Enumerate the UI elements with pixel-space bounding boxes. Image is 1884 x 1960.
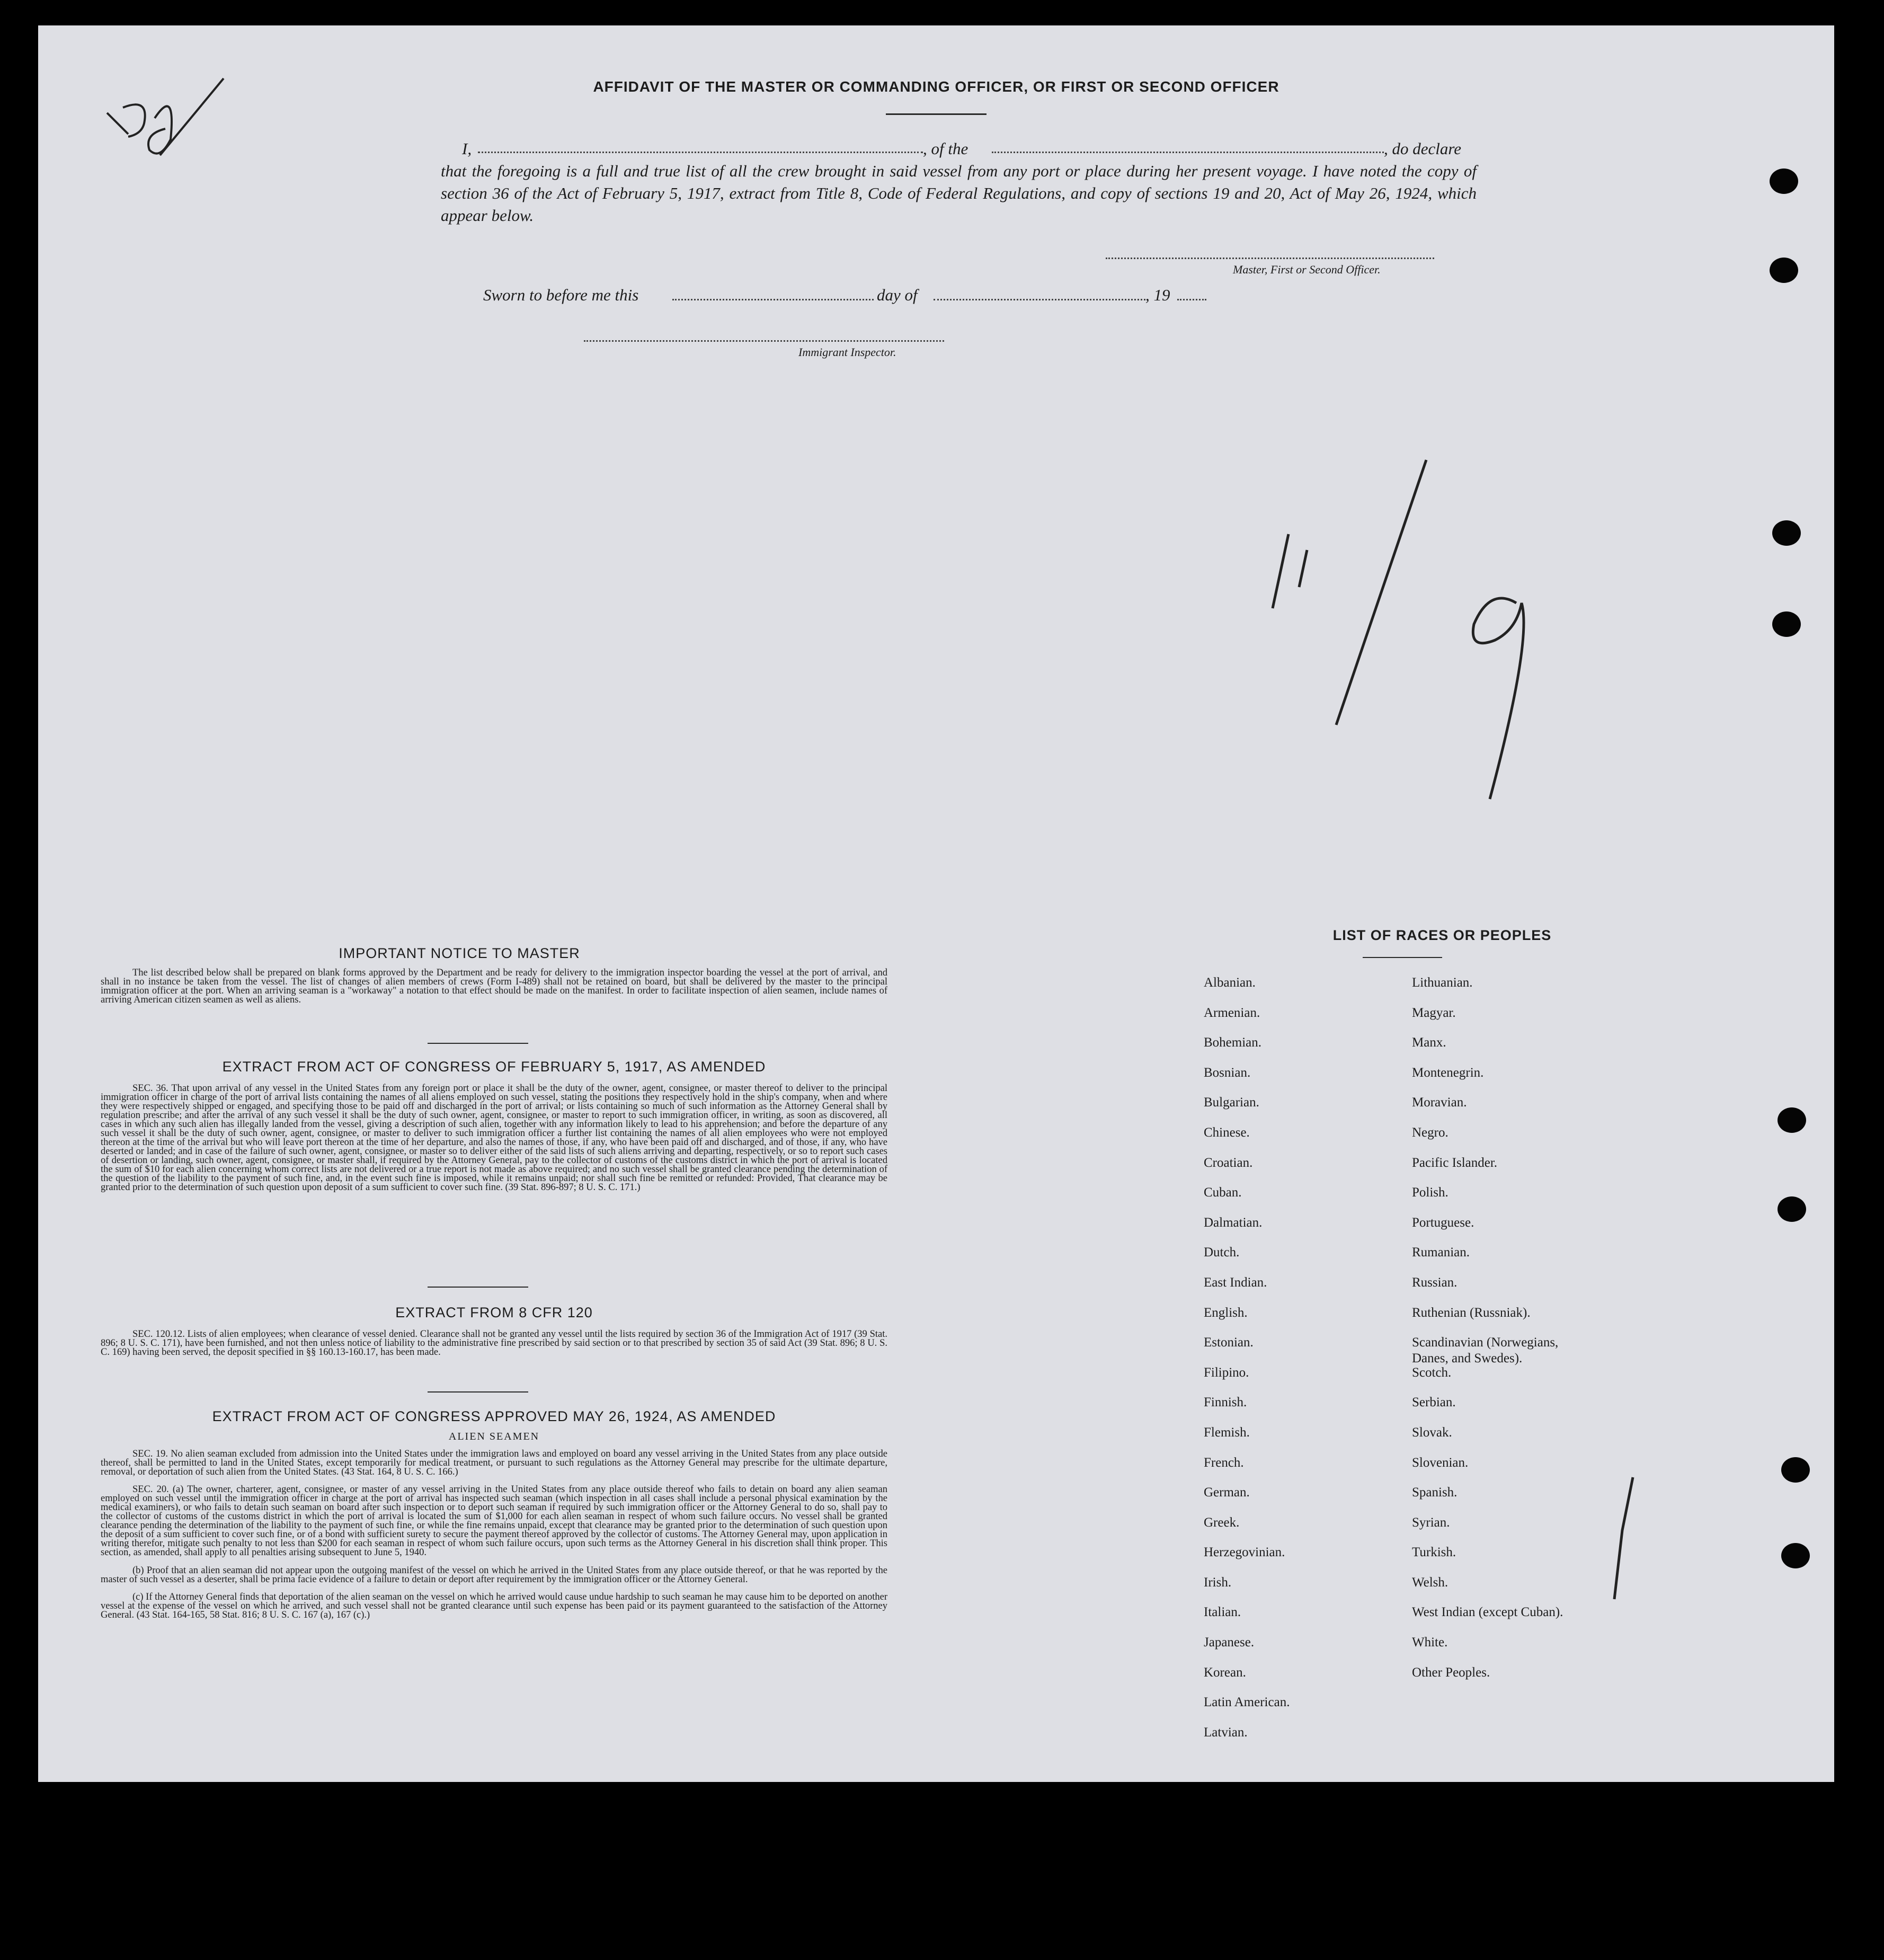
extract-1924-sec20b: (b) Proof that an alien seaman did not appear upon the outgoing manifest of the vessel on which he arrived in the United States from any place outside thereof, or that he was reported by the master of such vessel as a deserter, shall be prima facie evidence of a failure to detain or deport after requirement by the immigration officer or the Attorney General. (101, 1565, 887, 1585)
sworn-day-field[interactable] (672, 299, 874, 300)
binder-hole (1772, 611, 1801, 637)
extract-1924-sec19: SEC. 19. No alien seaman excluded from admission into the United States under the immigration laws and employed on board any vessel arriving in the United States from any place outside thereof, shall be permitted to land in the United States, except temporarily for medical treatment, or pursuant to such regulations as the Attorney General may prescribe for the ultimate departure, removal, or deportation of such alien from the United States. (43 Stat. 164, 8 U. S. C. 166.) (101, 1449, 887, 1477)
race-item: Latvian. (1204, 1725, 1248, 1740)
affidavit-title: AFFIDAVIT OF THE MASTER OR COMMANDING OFFICER, OR FIRST OR SECOND OFFICER (593, 78, 1279, 95)
binder-hole (1778, 1196, 1806, 1222)
race-item: Syrian. (1412, 1515, 1450, 1530)
race-item: English. (1204, 1305, 1248, 1320)
binder-hole (1778, 1107, 1806, 1133)
race-item: Scotch. (1412, 1365, 1452, 1380)
race-item: Ruthenian (Russniak). (1412, 1305, 1531, 1320)
race-item: Negro. (1412, 1125, 1448, 1140)
race-item: Other Peoples. (1412, 1665, 1490, 1680)
binder-hole (1770, 258, 1798, 283)
race-item: Bohemian. (1204, 1035, 1262, 1050)
extract-cfr-title: EXTRACT FROM 8 CFR 120 (395, 1305, 593, 1320)
races-column-1 (1204, 975, 1405, 1754)
race-item: East Indian. (1204, 1275, 1267, 1290)
notice-text: The list described below shall be prepared on blank forms approved by the Department and be ready for delivery to the immigration inspector boarding the vessel at the port of arrival, and shall in no instance be taken from the vessel. The list of changes of alien members of crews (Form I-489) shall not be retained on board, but shall be delivered by the master to the principal immigration officer at the port. When an arriving seaman is a "workaway" a notation to that effect should be made on the manifest. In order to facilitate inspection of alien seamen, include names of arriving American citizen seamen as well as aliens. (101, 968, 887, 1005)
race-item: Welsh. (1412, 1575, 1448, 1590)
race-item: Bulgarian. (1204, 1095, 1259, 1110)
races-column-2 (1412, 975, 1709, 1695)
extract-1917-text: SEC. 36. That upon arrival of any vessel in the United States from any foreign port or place it shall be the duty of the owner, agent, consignee, or master thereof to deliver to the principal immigration officer in charge of the port of arrival lists containing the names of all aliens employed on such vessel, stating the positions they respectively hold in the ship's company, when and where they were respectively shipped or engaged, and specifying those to be paid off and discharged in the port of arrival; or lists containing so much of such information as the Attorney General shall by regulation prescribe; and after the arrival of any such vessel it shall be the duty of such owner, agent, consignee, or master to report to such immigration officer, in writing, as soon as discovered, all cases in which any such alien has illegally landed from the vessel, giving a description of such alien, together with any information likely to lead to his apprehension; and before the departure of any such vessel it shall be the duty of such owner, agent, consignee, or master to deliver to such immigration officer a further list containing the names of all alien employees who were not employed thereon at the time of the arrival but who will leave port thereon at the time of her departure, and also the names of those, if any, who have been paid off and discharged, and of those, if any, who have deserted or landed; and in case of the failure of such owner, agent, consignee, or master so to deliver either of the said lists of such aliens arriving and departing, respectively, or so to report such cases of desertion or landing, such owner, agent, consignee, or master shall, if required by the Attorney General, pay to the collector of customs of the customs district in which the port of arrival is located the sum of $10 for each alien concerning whom correct lists are not delivered or a true report is not made as above required; and no such vessel shall be granted clearance pending the determination of the question of the liability to the payment of such fine, and, in the event such fine is imposed, while it remains unpaid; nor shall such fine be remitted or refunded: Provided, That clearance may be granted prior to the determination of such question upon deposit of a sum sufficient to cover such fine. (39 Stat. 896-897; 8 U. S. C. 171.) (101, 1083, 887, 1193)
extract-1924-sec20c: (c) If the Attorney General finds that deportation of the alien seaman on the vessel on which he arrived would cause undue hardship to such seaman he may cause him to be deported on another vessel at the expense of the vessel on which he arrived, and such vessel shall not be granted clearance until such expense has been paid or its payment guaranteed to the satisfaction of the Attorney General. (43 Stat. 164-165, 58 Stat. 816; 8 U. S. C. 167 (a), 167 (c).) (101, 1592, 887, 1620)
race-item: Serbian. (1412, 1395, 1456, 1410)
race-item: Montenegrin. (1412, 1065, 1484, 1080)
race-item: Chinese. (1204, 1125, 1250, 1140)
race-item: Turkish. (1412, 1545, 1456, 1560)
affidavit-line1-i: I, (462, 139, 472, 158)
race-item: Slovak. (1412, 1425, 1452, 1440)
extract-1924-subtitle: ALIEN SEAMEN (448, 1431, 540, 1442)
race-item: Croatian. (1204, 1155, 1253, 1170)
sworn-text: Sworn to before me this (483, 286, 639, 304)
race-item: Pacific Islander. (1412, 1155, 1498, 1170)
race-item: Japanese. (1204, 1635, 1255, 1650)
notice-divider (428, 1043, 528, 1044)
race-item: Moravian. (1412, 1095, 1467, 1110)
affidavit-body: that the foregoing is a full and true list of all the crew brought in said vessel from any port or place during her present voyage. I have noted the copy of section 36 of the Act of February 5, 1917, extract from Title 8, Code of Federal Regulations, and copy of sections 19 and 20, Act of May 26, 1924, which appear below. (441, 162, 1477, 225)
inspector-caption: Immigrant Inspector. (798, 345, 896, 359)
extract-1924-title: EXTRACT FROM ACT OF CONGRESS APPROVED MAY 26, 1924, AS AMENDED (212, 1408, 776, 1424)
extract-cfr-text: SEC. 120.12. Lists of alien employees; when clearance of vessel denied. Clearance shall not be granted any vessel until the lists required by section 36 of the Immigration Act of 1917 (39 Stat. 896; 8 U. S. C. 171), have been furnished, and not then unless notice of liability to the administrative fine prescribed by said section or to that prescribed by section 35 of said Act (39 Stat. 896; 8 U. S. C. 169) having been served, the deposit specified in §§ 160.13-160.17, has been made. (101, 1329, 887, 1358)
binder-hole (1781, 1457, 1810, 1483)
notice-title: IMPORTANT NOTICE TO MASTER (339, 945, 580, 961)
race-item: Cuban. (1204, 1185, 1242, 1200)
sworn-month-field[interactable] (934, 299, 1145, 300)
race-item: Estonian. (1204, 1335, 1254, 1350)
race-item: Slovenian. (1412, 1455, 1469, 1470)
race-item: Scandinavian (Norwegians, Danes, and Swedes). (1412, 1335, 1559, 1366)
affidavit-line1-ofthe: , of the (923, 139, 968, 158)
binder-hole (1772, 520, 1801, 546)
race-item: Herzegovinian. (1204, 1545, 1285, 1560)
race-item: Portuguese. (1412, 1215, 1474, 1230)
race-item: German. (1204, 1485, 1250, 1500)
race-item: French. (1204, 1455, 1244, 1470)
race-item: Polish. (1412, 1185, 1448, 1200)
binder-hole (1770, 168, 1798, 194)
master-signature-field[interactable] (1106, 258, 1434, 259)
race-item: Lithuanian. (1412, 975, 1473, 990)
race-item: Flemish. (1204, 1425, 1250, 1440)
race-item: Magyar. (1412, 1005, 1456, 1020)
race-item: Manx. (1412, 1035, 1446, 1050)
race-item: White. (1412, 1635, 1448, 1650)
extract-cfr-divider (428, 1391, 528, 1393)
race-item: Finnish. (1204, 1395, 1247, 1410)
document-sheet (38, 25, 1834, 1782)
race-item: Italian. (1204, 1605, 1241, 1620)
race-item: Irish. (1204, 1575, 1232, 1590)
race-item: Greek. (1204, 1515, 1240, 1530)
race-item: Dutch. (1204, 1245, 1240, 1260)
master-caption: Master, First or Second Officer. (1233, 263, 1381, 276)
extract-1917-divider (428, 1287, 528, 1288)
extract-1917-title: EXTRACT FROM ACT OF CONGRESS OF FEBRUARY 5, 1917, AS AMENDED (222, 1059, 766, 1075)
affidavit-line1-declare: , do declare (1384, 139, 1462, 158)
race-item: Armenian. (1204, 1005, 1260, 1020)
day-of-text: day of (877, 286, 918, 304)
binder-hole (1781, 1543, 1810, 1568)
inspector-signature-field[interactable] (584, 340, 944, 342)
sworn-year-field[interactable] (1177, 299, 1206, 300)
race-item: Spanish. (1412, 1485, 1458, 1500)
year-prefix: , 19 (1145, 286, 1170, 304)
race-item: Korean. (1204, 1665, 1246, 1680)
races-title: LIST OF RACES OR PEOPLES (1332, 927, 1552, 943)
vessel-name-field[interactable] (992, 152, 1384, 153)
race-item: Rumanian. (1412, 1245, 1470, 1260)
race-item: Filipino. (1204, 1365, 1249, 1380)
race-item: Bosnian. (1204, 1065, 1251, 1080)
title-divider (886, 113, 987, 115)
extract-1924-sec20a: SEC. 20. (a) The owner, charterer, agent, consignee, or master of any vessel arriving in the United States from any place outside thereof who fails to detain on board any alien seaman employed on such vessel until the immigration officer in charge at the port of arrival has inspected such seaman (which inspection in all cases shall include a personal physical examination by the medical examiners), or who fails to detain such seaman on board after such inspection or to deport such seaman if required by such immigration officer or the Attorney General to do so, shall pay to the collector of customs of the customs district in which the port of arrival is located the sum of $1,000 for each alien seaman in respect of whom such failure occurs. No vessel shall be granted clearance pending the determination of the liability to the payment of such fine, or while the fine remains unpaid, except that clearance may be granted prior to the determination of such question upon the deposit of a sum sufficient to cover such fine, or of a bond with sufficient surety to secure the payment thereof approved by the collector of customs. The Attorney General may, upon application in writing therefor, mitigate such penalty to not less than $200 for each seaman in respect of whom such failure occurs, upon such terms as the Attorney General in his discretion shall think proper. This section, as amended, shall apply to all penalties arising subsequent to June 5, 1940. (101, 1484, 887, 1558)
handwritten-center-mark (1257, 428, 1606, 831)
race-item: Latin American. (1204, 1695, 1290, 1710)
master-name-field[interactable] (478, 152, 923, 153)
race-item: Dalmatian. (1204, 1215, 1263, 1230)
race-item: West Indian (except Cuban). (1412, 1605, 1563, 1620)
races-divider (1363, 957, 1442, 958)
race-item: Albanian. (1204, 975, 1256, 990)
race-item: Russian. (1412, 1275, 1458, 1290)
